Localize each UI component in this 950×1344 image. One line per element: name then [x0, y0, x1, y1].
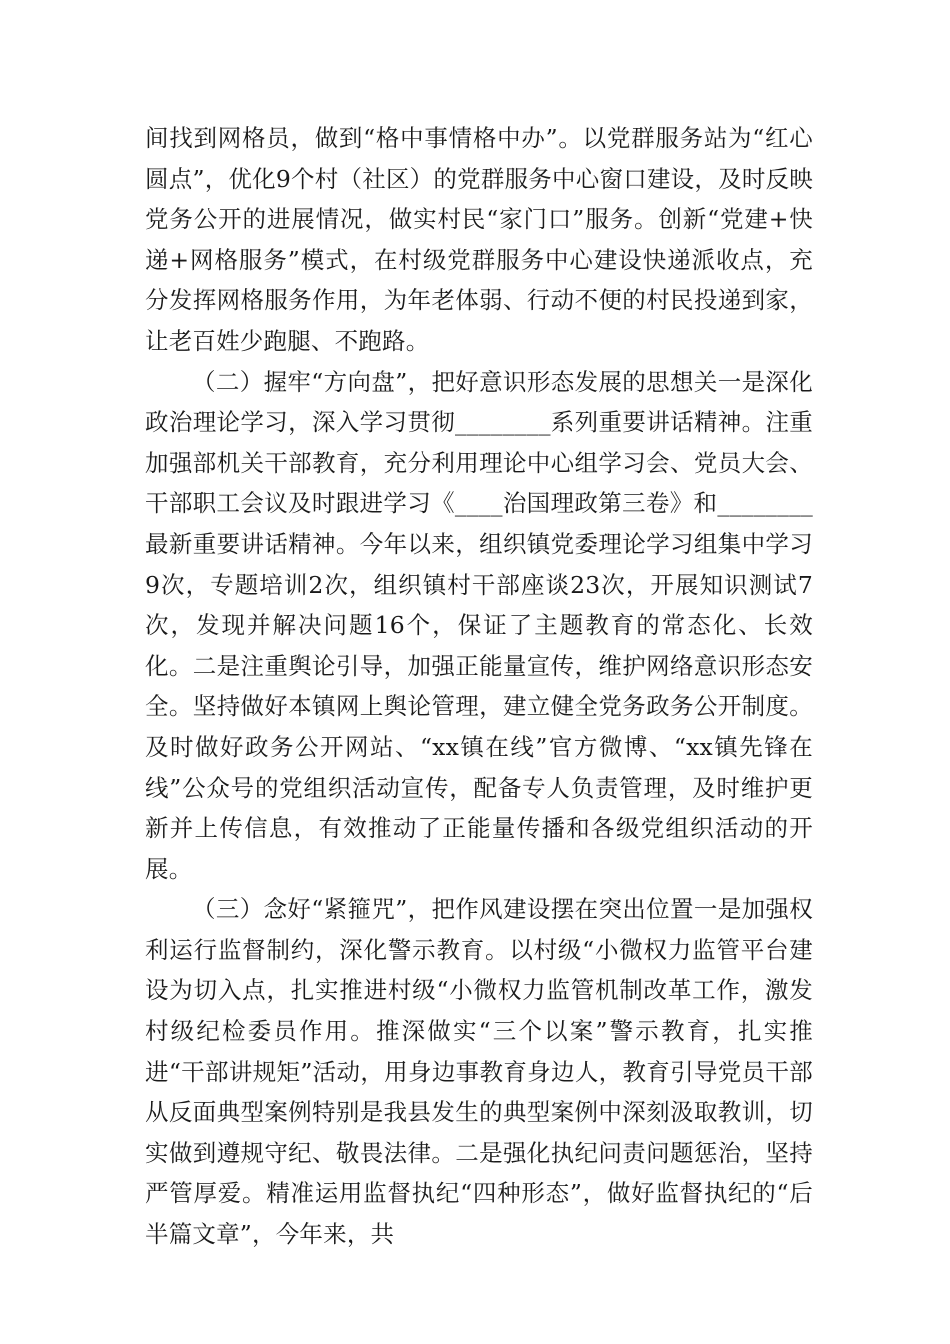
- paragraph-ideology: （二）握牢“方向盘”，把好意识形态发展的思想关一是深化政治理论学习，深入学习贯彻________系列重要讲话精神。注重加强部机关干部教育，充分利用理论中心组学习会、党员大会、干部职工会议及时跟进学习《____治国理政第三卷》和________最新重要讲话精神。今年以来，组织镇党委理论学习组集中学习9次，专题培训2次，组织镇村干部座谈23次，开展知识测试7次，发现并解决问题16个，保证了主题教育的常态化、长效化。二是注重舆论引导，加强正能量宣传，维护网络意识形态安全。坚持做好本镇网上舆论管理，建立健全党务政务公开制度。及时做好政务公开网站、“xx镇在线”官方微博、“xx镇先锋在线”公众号的党组织活动宣传，配备专人负责管理，及时维护更新并上传信息，有效推动了正能量传播和各级党组织活动的开展。: [145, 367, 813, 883]
- document-page: [145, 118, 813, 1255]
- paragraph-work-style: （三）念好“紧箍咒”，把作风建设摆在突出位置一是加强权利运行监督制约，深化警示教育。以村级“小微权力监管平台建设为切入点，扎实推进村级“小微权力监管机制改革工作，激发村级纪检委员作用。推深做实“三个以案”警示教育，扎实推进“干部讲规矩”活动，用身边事教育身边人，教育引导党员干部从反面典型案例特别是我县发生的典型案例中深刻汲取教训，切实做到遵规守纪、敬畏法律。二是强化执纪问责问题惩治，坚持严管厚爱。精准运用监督执纪“四种形态”，做好监督执纪的“后半篇文章”，今年来，共: [145, 895, 813, 1249]
- paragraph-grid-service: 间找到网格员，做到“格中事情格中办”。以党群服务站为“红心圆点”，优化9个村（社区）的党群服务中心窗口建设，及时反映党务公开的进展情况，做实村民“家门口”服务。创新“党建+快递+网格服务”模式，在村级党群服务中心建设快递派收点，充分发挥网格服务作用，为年老体弱、行动不便的村民投递到家，让老百姓少跑腿、不跑路。: [145, 124, 813, 355]
